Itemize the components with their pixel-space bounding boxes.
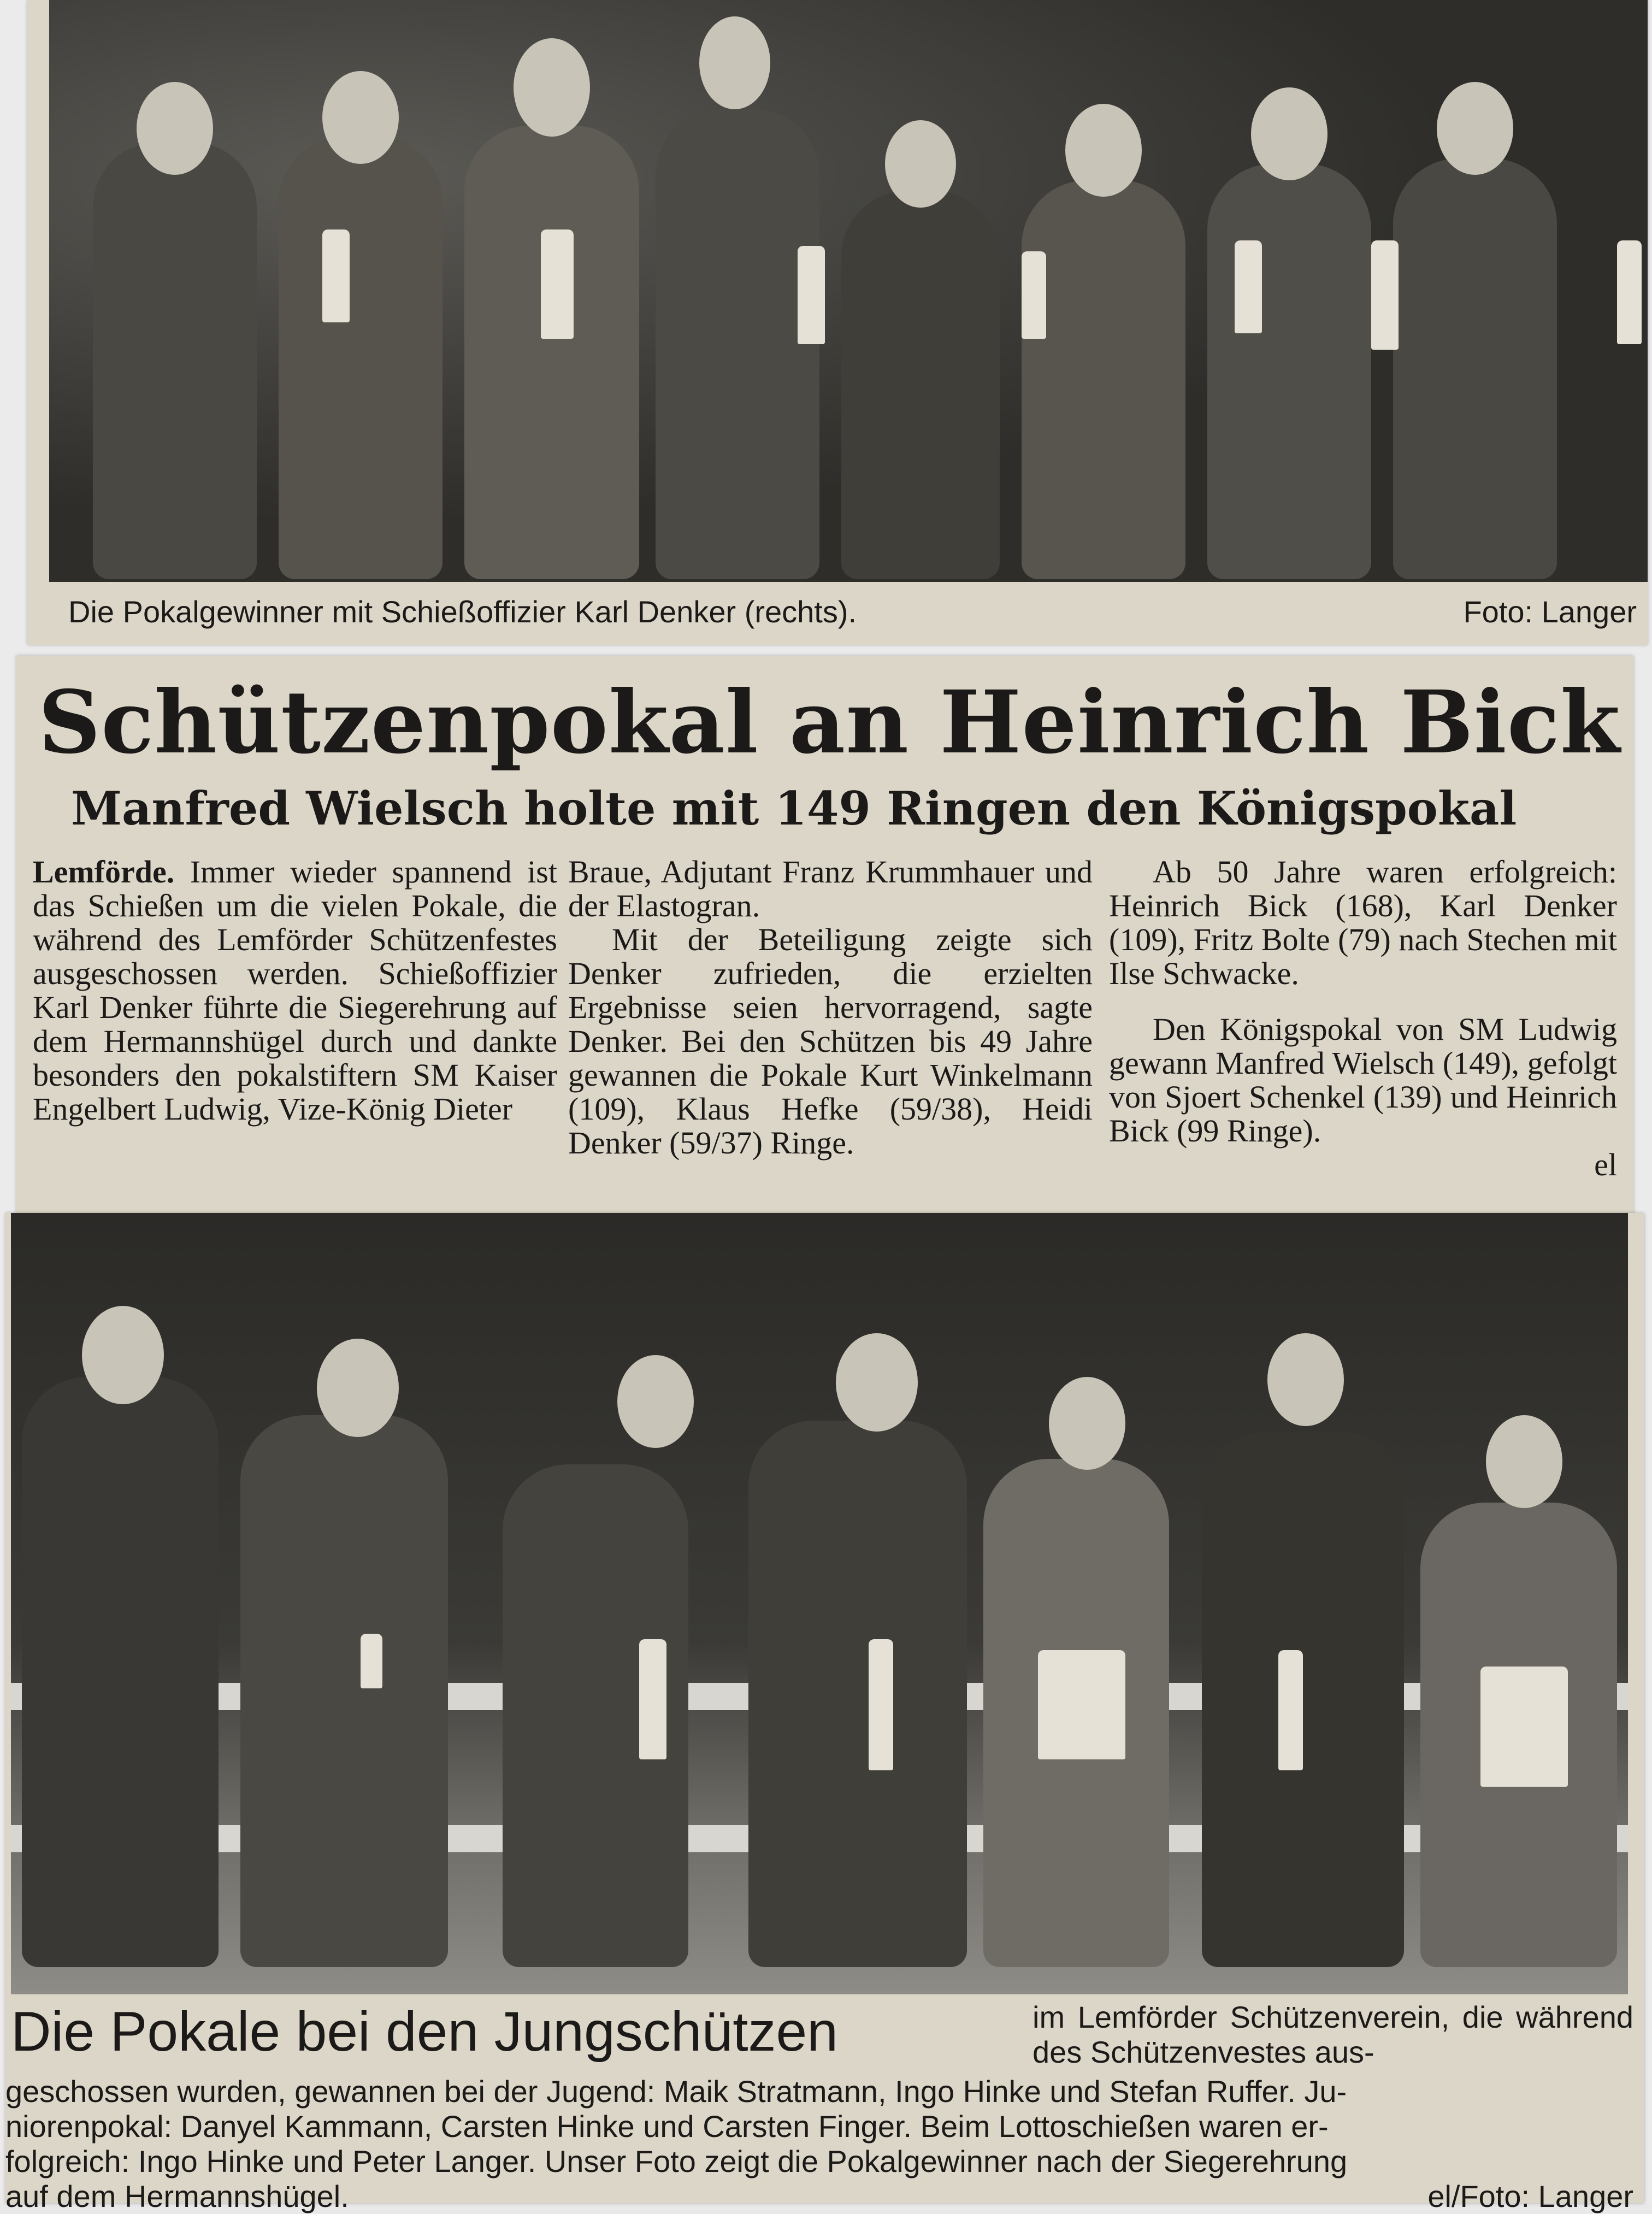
person-figure xyxy=(464,126,639,579)
headline: Schützenpokal an Heinrich Bick xyxy=(38,672,1621,773)
person-head xyxy=(1251,87,1328,180)
trophy xyxy=(798,246,825,344)
top-photo-clipping xyxy=(27,0,1648,645)
person-head xyxy=(836,1333,918,1432)
byline: el xyxy=(1594,1147,1617,1182)
paragraph: Mit der Beteiligung zeigte sich Denker zufrieden, die erzielten Ergebnisse seien hervorragend, sagte Denker. Bei den Schützen bis 49 Jahre gewannen die Pokale Kurt Winkelmann (109), Klaus Hefke (59/38), Heidi Denker (59/37) Ringe. xyxy=(568,922,1093,1161)
person-figure xyxy=(748,1421,967,1967)
person-figure xyxy=(841,191,1000,579)
trophy xyxy=(1617,240,1642,344)
trophy xyxy=(1371,240,1399,350)
bottom-photo-title: Die Pokale bei den Jungschützen xyxy=(11,2000,839,2063)
person-head xyxy=(1065,104,1142,197)
subheadline: Manfred Wielsch holte mit 149 Ringen den Königspokal xyxy=(71,781,1517,835)
bottom-photo-clipping xyxy=(5,1213,1644,2213)
caption-line: geschossen wurden, gewannen bei der Jugend: Maik Stratmann, Ingo Hinke und Stefan Ruffer. Ju- xyxy=(5,2074,1347,2109)
trophy xyxy=(322,229,350,322)
article-clipping xyxy=(16,656,1633,1218)
person-figure xyxy=(1393,158,1557,579)
person-head xyxy=(617,1355,694,1448)
photo-credit: Foto: Langer xyxy=(1463,594,1637,629)
person-head xyxy=(1437,82,1513,175)
caption-line: auf dem Hermannshügel. xyxy=(5,2179,349,2213)
person-head xyxy=(1486,1415,1562,1508)
person-figure xyxy=(1202,1432,1404,1967)
article-column-2 xyxy=(568,855,1093,1160)
top-photo xyxy=(49,0,1648,582)
trophy xyxy=(639,1639,666,1759)
person-figure xyxy=(240,1415,448,1967)
person-figure xyxy=(1207,164,1371,579)
person-figure xyxy=(93,142,257,579)
trophy xyxy=(1038,1650,1125,1759)
person-head xyxy=(82,1306,164,1404)
article-column-3 xyxy=(1109,855,1617,1182)
trophy xyxy=(1235,240,1262,333)
paragraph: Ab 50 Jahre waren erfolgreich: Heinrich Bick (168), Karl Denker (109), Fritz Bolte (79) nach Stechen mit Ilse Schwacke. xyxy=(1109,854,1617,991)
caption-text: im Lemförder Schützenverein, die während des Schützenvestes aus- xyxy=(1032,2000,1633,2069)
photo-credit: el/Foto: Langer xyxy=(1427,2179,1633,2213)
article-column-1 xyxy=(33,855,557,1126)
trophy xyxy=(869,1639,893,1770)
person-head xyxy=(322,71,399,164)
caption-line: folgreich: Ingo Hinke und Peter Langer. Unser Foto zeigt die Pokalgewinner nach der Siegerehrung xyxy=(5,2144,1348,2178)
paragraph: Braue, Adjutant Franz Krummhauer und der Elastogran. xyxy=(568,854,1093,923)
dateline: Lemförde. xyxy=(33,854,175,890)
paragraph: Den Königspokal von SM Ludwig gewann Manfred Wielsch (149), gefolgt von Sjoert Schenkel (139) und Heinrich Bick (99 Ringe). xyxy=(1109,1011,1617,1149)
caption-text: Die Pokalgewinner mit Schießoffizier Karl Denker (rechts). xyxy=(68,594,857,629)
bottom-photo xyxy=(11,1213,1628,1994)
person-head xyxy=(699,16,770,109)
trophy xyxy=(1480,1667,1568,1787)
paragraph: Immer wieder spannend ist das Schießen um die vielen Pokale, die während des Lemförder Schützenfestes ausgeschossen werden. Schießoffizier Karl Denker führte die Siegerehrung auf dem Hermannshügel durch und dankte besonders den pokalstiftern SM Kaiser Engelbert Ludwig, Vize-König Dieter xyxy=(33,854,557,1127)
trophy xyxy=(1278,1650,1303,1770)
trophy xyxy=(1022,251,1046,339)
trophy xyxy=(361,1634,382,1688)
trophy xyxy=(541,229,574,339)
person-head xyxy=(1049,1377,1125,1470)
person-head xyxy=(1267,1333,1344,1426)
person-figure xyxy=(656,109,819,579)
person-figure xyxy=(22,1377,219,1967)
person-figure xyxy=(1022,180,1185,579)
top-photo-caption xyxy=(49,585,1648,639)
caption-line: niorenpokal: Danyel Kammann, Carsten Hinke und Carsten Finger. Beim Lottoschießen waren er- xyxy=(5,2109,1329,2144)
person-figure xyxy=(279,137,442,579)
person-head xyxy=(514,38,590,137)
person-head xyxy=(317,1339,399,1437)
person-head xyxy=(137,82,213,175)
person-head xyxy=(885,120,956,208)
